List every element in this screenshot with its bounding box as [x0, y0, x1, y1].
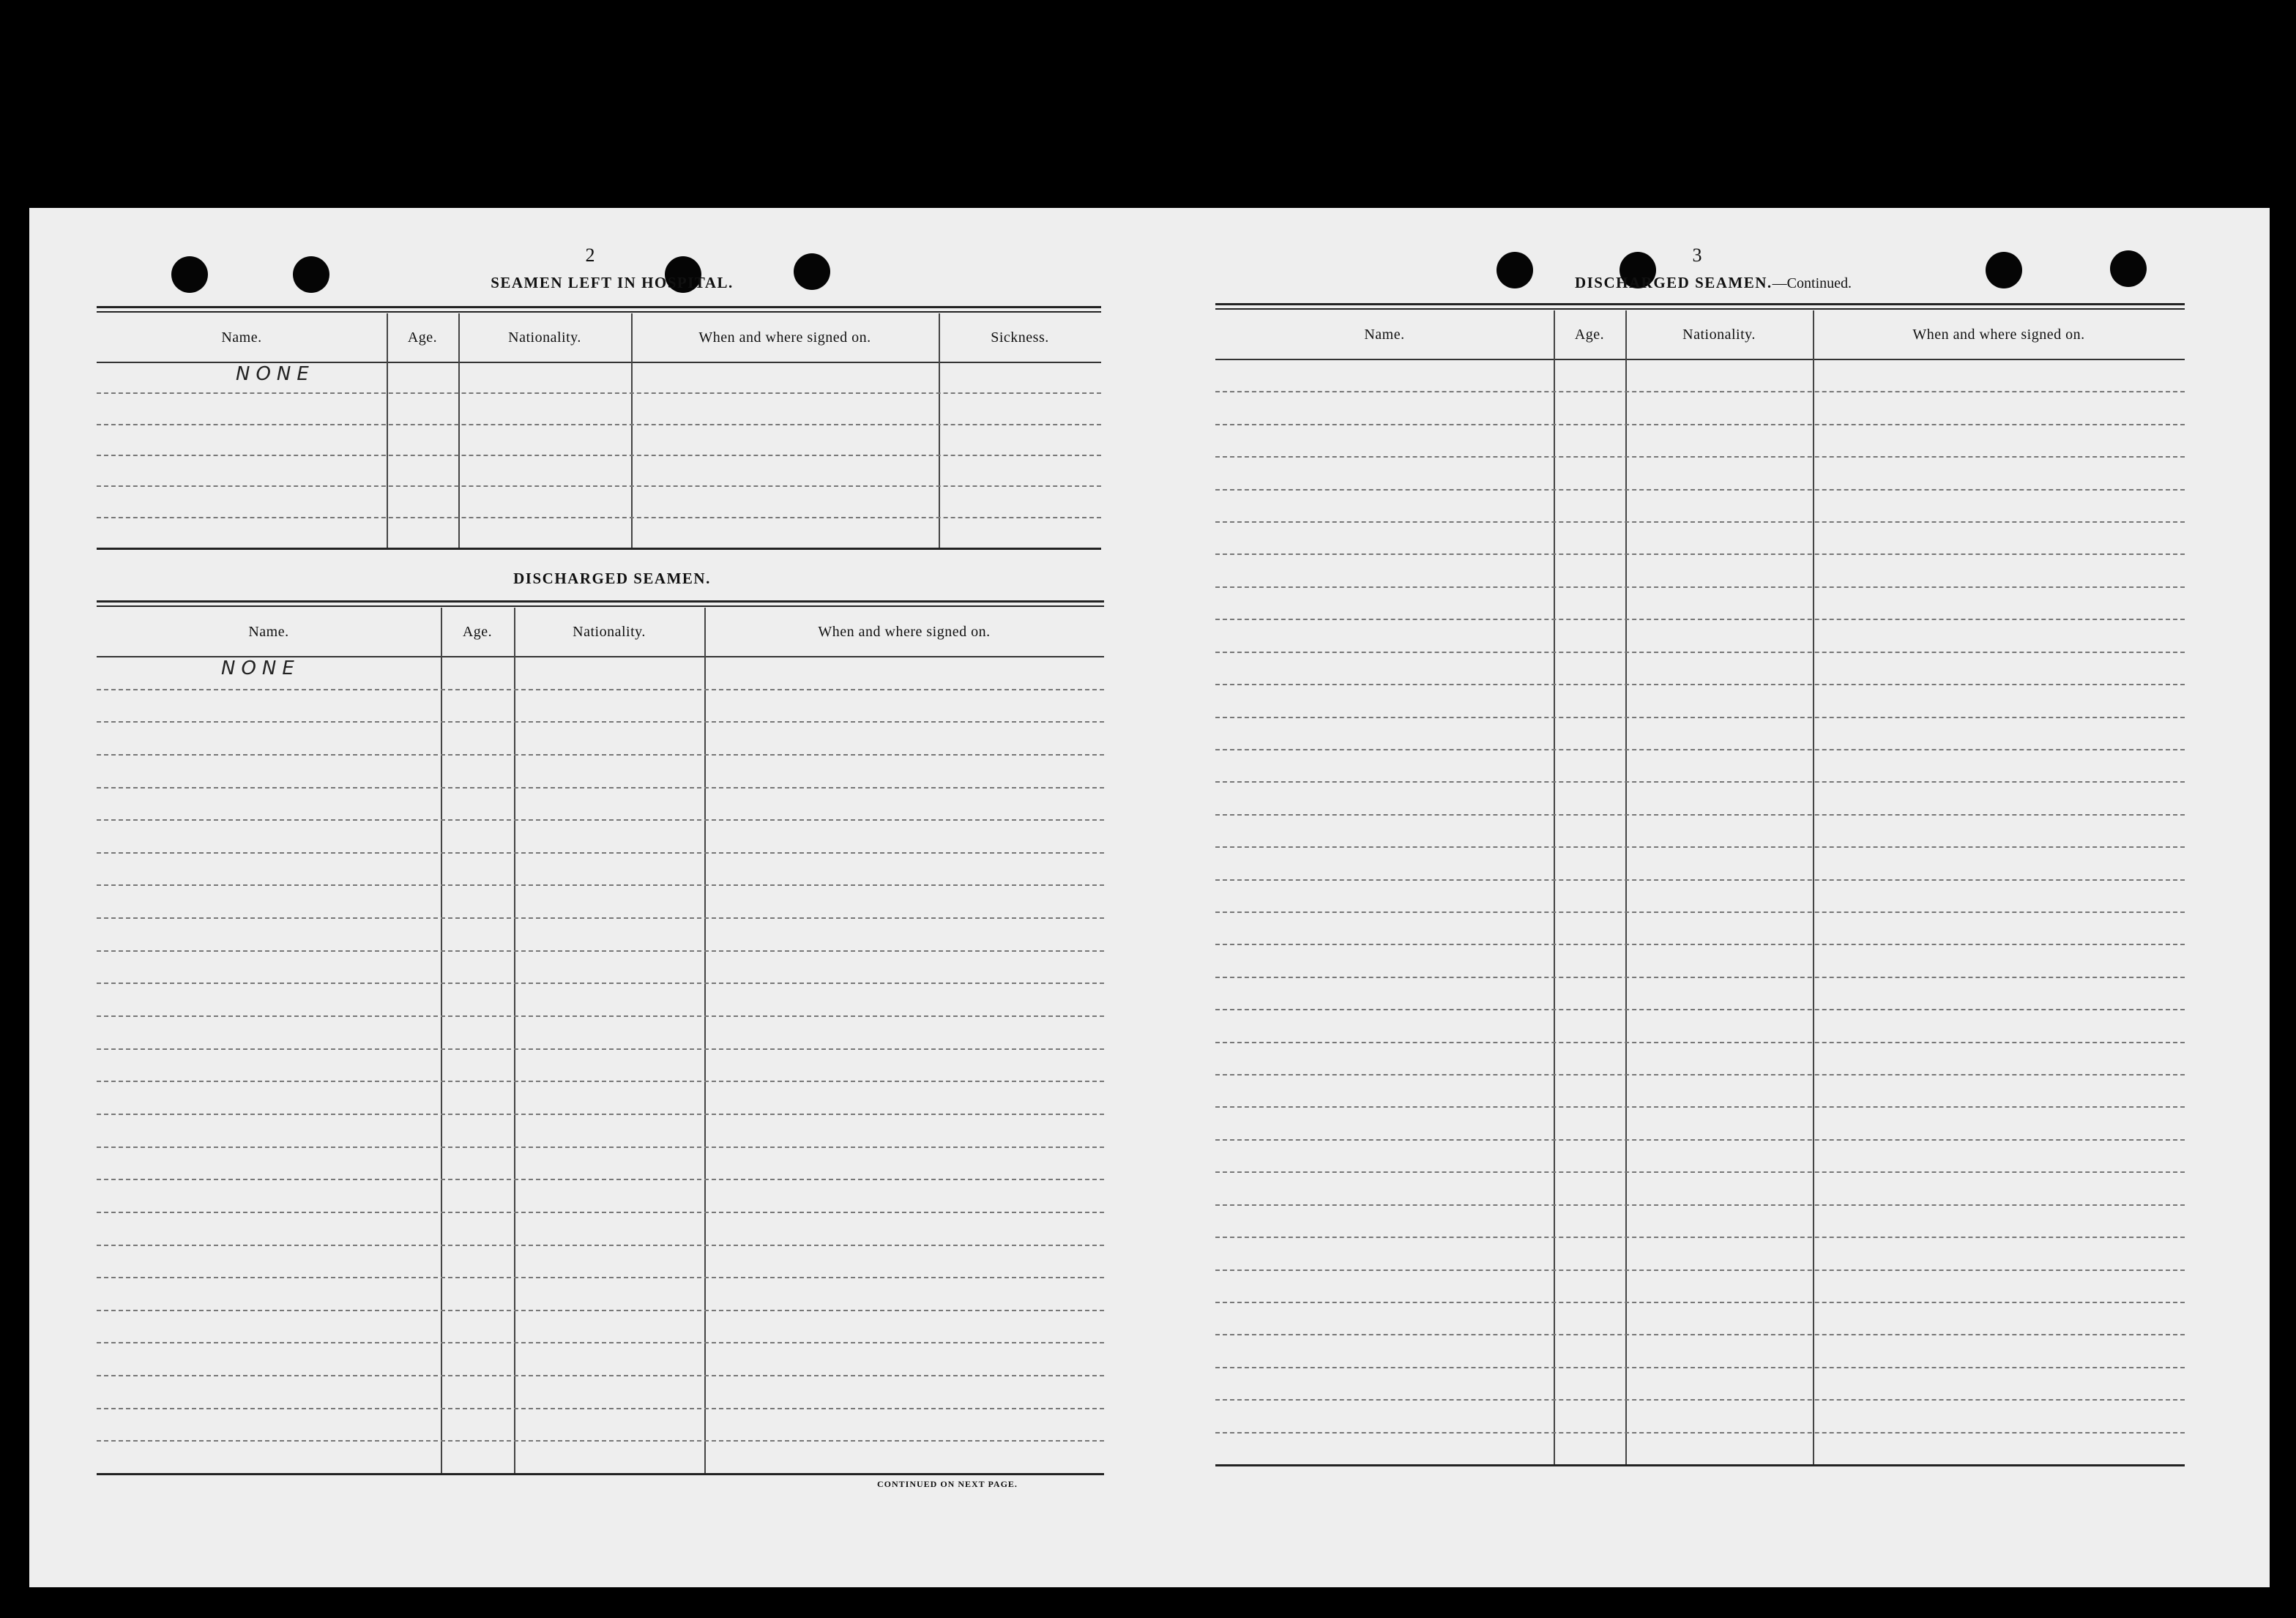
table-row	[1215, 424, 2185, 425]
punch-hole	[1986, 252, 2022, 288]
table-row	[1215, 879, 2185, 881]
table-row	[1215, 619, 2185, 620]
table-row	[1215, 1074, 2185, 1075]
table-row	[97, 424, 1101, 425]
table-top-rule	[97, 600, 1104, 607]
table-row	[1215, 456, 2185, 458]
right-page-number: 3	[1692, 245, 1702, 266]
table-row	[97, 1310, 1104, 1311]
table-row	[97, 1015, 1104, 1017]
column-divider	[458, 313, 460, 548]
hospital-table	[97, 306, 1101, 555]
column-header: Name.	[1364, 326, 1405, 343]
punch-hole	[293, 256, 329, 293]
table-row	[97, 1408, 1104, 1409]
discharged-section-title: DISCHARGED SEAMEN.	[513, 570, 711, 587]
table-row	[97, 392, 1101, 394]
column-divider	[1625, 310, 1627, 1464]
table-row	[97, 917, 1104, 919]
punch-hole	[794, 253, 830, 290]
column-header: When and where signed on.	[1912, 326, 2085, 343]
table-row	[97, 1342, 1104, 1343]
punch-hole	[171, 256, 208, 293]
column-divider	[1813, 310, 1814, 1464]
table-bottom-rule	[97, 548, 1101, 550]
column-header: Nationality.	[508, 329, 581, 346]
column-divider	[387, 313, 388, 548]
column-header: Nationality.	[573, 623, 646, 640]
column-divider	[1554, 310, 1555, 1464]
column-divider	[939, 313, 940, 548]
table-row	[97, 1375, 1104, 1376]
table-top-rule	[1215, 303, 2185, 310]
continued-suffix: —Continued.	[1772, 275, 1852, 291]
table-row	[1215, 749, 2185, 750]
column-header: Nationality.	[1682, 326, 1756, 343]
table-row	[1215, 781, 2185, 783]
table-row	[1215, 1432, 2185, 1434]
table-row	[1215, 391, 2185, 392]
table-row	[1215, 1270, 2185, 1271]
table-row	[1215, 1334, 2185, 1335]
table-header	[97, 608, 1104, 657]
table-row	[1215, 1171, 2185, 1173]
table-row	[1215, 1367, 2185, 1368]
table-row	[97, 1114, 1104, 1115]
column-header: Age.	[1574, 326, 1605, 343]
table-row	[1215, 1009, 2185, 1010]
table-bottom-rule	[97, 1473, 1104, 1475]
table-row	[97, 819, 1104, 821]
table-row	[97, 1179, 1104, 1180]
table-row	[1215, 1399, 2185, 1401]
table-row	[97, 485, 1101, 487]
handwritten-entry: NONE	[221, 657, 300, 679]
punch-hole	[2110, 250, 2147, 287]
table-row	[1215, 553, 2185, 555]
continued-footer: CONTINUED ON NEXT PAGE.	[877, 1479, 1018, 1489]
table-row	[97, 1245, 1104, 1246]
ledger-sheet	[29, 208, 2270, 1587]
table-row	[97, 787, 1104, 789]
table-row	[97, 950, 1104, 952]
discharged-table	[97, 600, 1104, 1480]
column-header: Age.	[407, 329, 438, 346]
table-top-rule	[97, 306, 1101, 313]
table-row	[1215, 1237, 2185, 1238]
table-row	[97, 721, 1104, 723]
table-header	[97, 313, 1101, 363]
table-row	[97, 1081, 1104, 1082]
table-row	[1215, 684, 2185, 685]
table-row	[97, 517, 1101, 518]
column-header: Name.	[221, 329, 262, 346]
right-section-title-text: DISCHARGED SEAMEN.	[1574, 274, 1773, 291]
table-row	[1215, 1042, 2185, 1043]
table-row	[1215, 1204, 2185, 1206]
left-page-number: 2	[585, 245, 595, 266]
punch-hole	[1496, 252, 1533, 288]
table-row	[1215, 1302, 2185, 1303]
table-row	[97, 689, 1104, 690]
discharged-continued-table	[1215, 303, 2185, 1472]
column-header: Sickness.	[991, 329, 1049, 346]
table-row	[1215, 586, 2185, 588]
table-row	[1215, 717, 2185, 718]
table-row	[1215, 846, 2185, 848]
table-row	[1215, 489, 2185, 491]
table-row	[97, 1440, 1104, 1442]
table-row	[1215, 652, 2185, 653]
right-section-title	[1538, 274, 1889, 292]
table-row	[97, 455, 1101, 456]
hospital-section-title: SEAMEN LEFT IN HOSPITAL.	[491, 274, 734, 291]
table-row	[97, 983, 1104, 984]
column-header: When and where signed on.	[818, 623, 991, 640]
table-row	[1215, 977, 2185, 978]
table-row	[97, 1048, 1104, 1050]
table-row	[97, 884, 1104, 886]
table-row	[1215, 814, 2185, 816]
column-header: Name.	[248, 623, 289, 640]
table-row	[1215, 1106, 2185, 1108]
table-row	[97, 754, 1104, 756]
table-row	[1215, 1139, 2185, 1141]
table-row	[97, 1277, 1104, 1278]
column-header: Age.	[462, 623, 493, 640]
column-header: When and where signed on.	[698, 329, 871, 346]
table-bottom-rule	[1215, 1464, 2185, 1466]
table-row	[1215, 911, 2185, 913]
table-row	[97, 1147, 1104, 1148]
table-row	[1215, 521, 2185, 523]
table-row	[1215, 944, 2185, 945]
table-row	[97, 852, 1104, 854]
table-header	[1215, 310, 2185, 360]
table-row	[97, 1212, 1104, 1213]
handwritten-entry: NONE	[236, 363, 315, 385]
column-divider	[631, 313, 633, 548]
